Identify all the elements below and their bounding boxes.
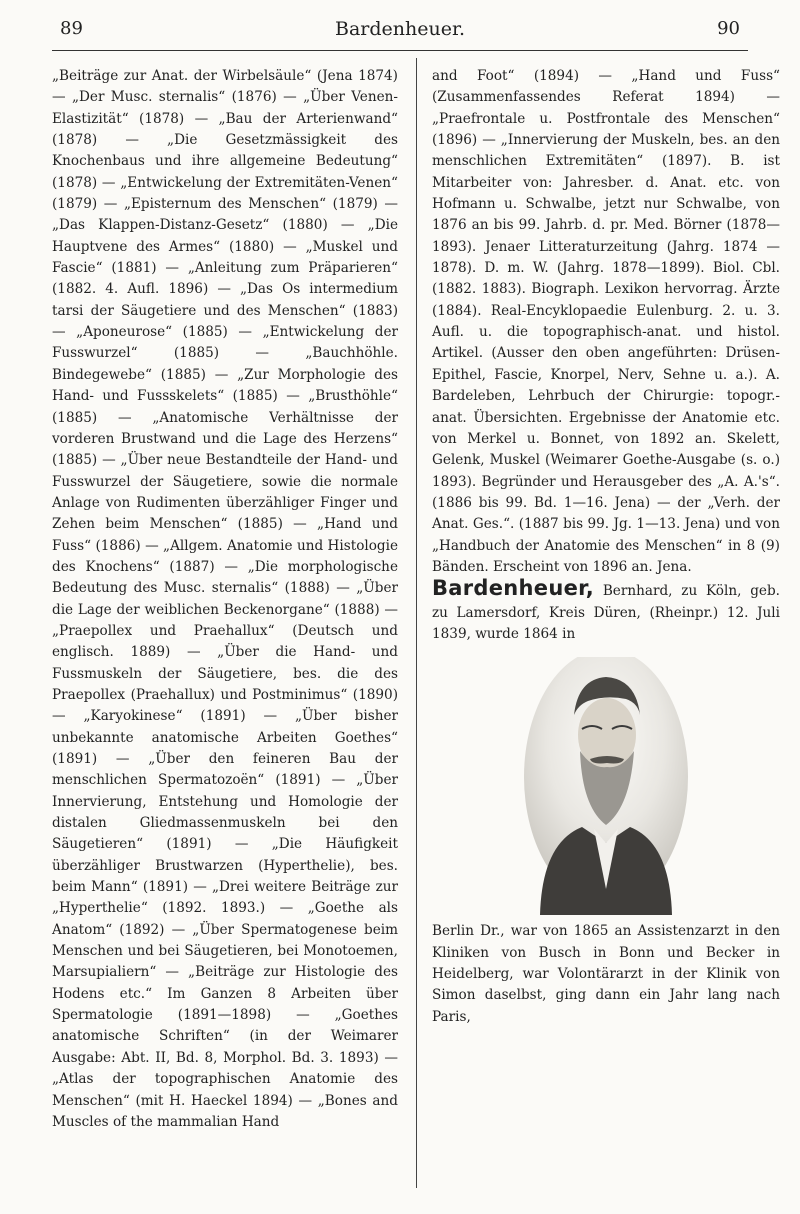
biography-entry xyxy=(432,578,780,645)
page-number-left: 89 xyxy=(60,18,83,39)
portrait-image xyxy=(522,657,690,915)
entry-name: Bardenheuer, xyxy=(432,576,594,601)
page-header xyxy=(0,0,800,58)
entry-intro: Bernhard, zu Köln, geb. zu Lamersdorf, Kreis Düren, (Rheinpr.) 12. Juli 1839, wurde 1864 in xyxy=(432,583,780,642)
column-divider xyxy=(416,58,417,1188)
right-column xyxy=(432,66,780,1028)
biography-continuation: Berlin Dr., war von 1865 an Assistenzarzt in den Kliniken von Busch in Bonn und Becker in Heidelberg, war Volontärarzt in der Klinik von Simon daselbst, ging dann ein Jahr lang nach Paris, xyxy=(432,923,780,1025)
bibliography-continuation: and Foot“ (1894) — „Hand und Fuss“ (Zusammenfassendes Referat 1894) — „Praefrontale u. Postfrontale des Menschen“ (1896) — „Innervierung der Muskeln, bes. an den menschlichen Extremitäten“ (1897). B. ist Mitarbeiter von: Jahresber. d. Anat. etc. von Hofmann u. Schwalbe, jetzt nur Schwalbe, von 1876 an bis 99. Jahrb. d. pr. Med. Börner (1878—1893). Jenaer Litteraturzeitung (Jahrg. 1874 — 1878). D. m. W. (Jahrg. 1878—1899). Biol. Cbl. (1882. 1883). Biograph. Lexikon hervorrag. Ärzte (1884). Real-Encyklopaedie Eulenburg. 2. u. 3. Aufl. u. die topographisch-anat. und histol. Artikel. (Ausser den oben angeführten: Drüsen-Epithel, Fascie, Knorpel, Nerv, Sehne u. a.). A. Bardeleben, Lehrbuch der Chirurgie: topogr.-anat. Übersichten. Ergebnisse der Anatomie etc. von Merkel u. Bonnet, von 1892 an. Skelett, Gelenk, Muskel (Weimarer Goethe-Ausgabe (s. o.) 1893). Begründer und Herausgeber des „A. A.'s“. (1886 bis 99. Bd. 1—16. Jena) — der „Verh. der Anat. Ges.“. (1887 bis 99. Jg. 1—13. Jena) und von „Handbuch der Anatomie des Menschen“ in 8 (9) Bänden. Erscheint von 1896 an. Jena. xyxy=(432,68,780,575)
header-rule xyxy=(52,50,748,51)
running-head: Bardenheuer. xyxy=(334,18,465,40)
left-column xyxy=(52,66,398,1133)
bibliography-text: „Beiträge zur Anat. der Wirbelsäule“ (Jena 1874) — „Der Musc. sternalis“ (1876) — „Über Venen-Elastizität“ (1878) — „Bau der Arterienwand“ (1878) — „Die Gesetzmässigkeit des Knochenbaus und ihre allgemeine Bedeutung“ (1878) — „Entwickelung der Extremitäten-Venen“ (1879) — „Episternum des Menschen“ (1879) — „Das Klappen-Distanz-Gesetz“ (1880) — „Die Hauptvene des Armes“ (1880) — „Muskel und Fascie“ (1881) — „Anleitung zum Präparieren“ (1882. 4. Aufl. 1896) — „Das Os intermedium tarsi der Säugetiere und des Menschen“ (1883) — „Aponeurose“ (1885) — „Entwickelung der Fusswurzel“ (1885) — „Bauchhöhle. Bindegewebe“ (1885) — „Zur Morphologie des Hand- und Fussskelets“ (1885) — „Brusthöhle“ (1885) — „Anatomische Verhältnisse der vorderen Brustwand und die Lage des Herzens“ (1885) — „Über neue Bestandteile der Hand- und Fusswurzel der Säugetiere, sowie die normale Anlage von Rudimenten überzähliger Finger und Zehen beim Menschen“ (1885) — „Hand und Fuss“ (1886) — „Allgem. Anatomie und Histologie des Knochens“ (1887) — „Die morphologische Bedeutung des Musc. sternalis“ (1888) — „Über die Lage der weiblichen Beckenorgane“ (1888) — „Praepollex und Praehallux“ (Deutsch und englisch. 1889) — „Über die Hand- und Fussmuskeln der Säugetiere, bes. die des Praepollex (Praehallux) und Postminimus“ (1890) — „Karyokinese“ (1891) — „Über bisher unbekannte anatomische Arbeiten Goethes“ (1891) — „Über den feineren Bau der menschlichen Spermatozoën“ (1891) — „Über Innervierung, Entstehung und Homologie der distalen Gliedmassenmuskeln bei den Säugetieren“ (1891) — „Die Häufigkeit überzähliger Brustwarzen (Hyperthelie), bes. beim Mann“ (1891) — „Drei weitere Beiträge zur „Hyperthelie“ (1892. 1893.) — „Goethe als Anatom“ (1892) — „Über Spermatogenese beim Menschen und bei Säugetieren, bei Monotoemen, Marsupialiern“ — „Beiträge zur Histologie des Hodens etc.“ Im Ganzen 8 Arbeiten über Spermatologie (1891—1898) — „Goethes anatomische Schriften“ (in der Weimarer Ausgabe: Abt. II, Bd. 8, Morphol. Bd. 3. 1893) — „Atlas der topographischen Anatomie des Menschen“ (mit H. Haeckel 1894) — „Bones and Muscles of the mammalian Hand xyxy=(52,68,398,1130)
page-number-right: 90 xyxy=(717,18,740,39)
